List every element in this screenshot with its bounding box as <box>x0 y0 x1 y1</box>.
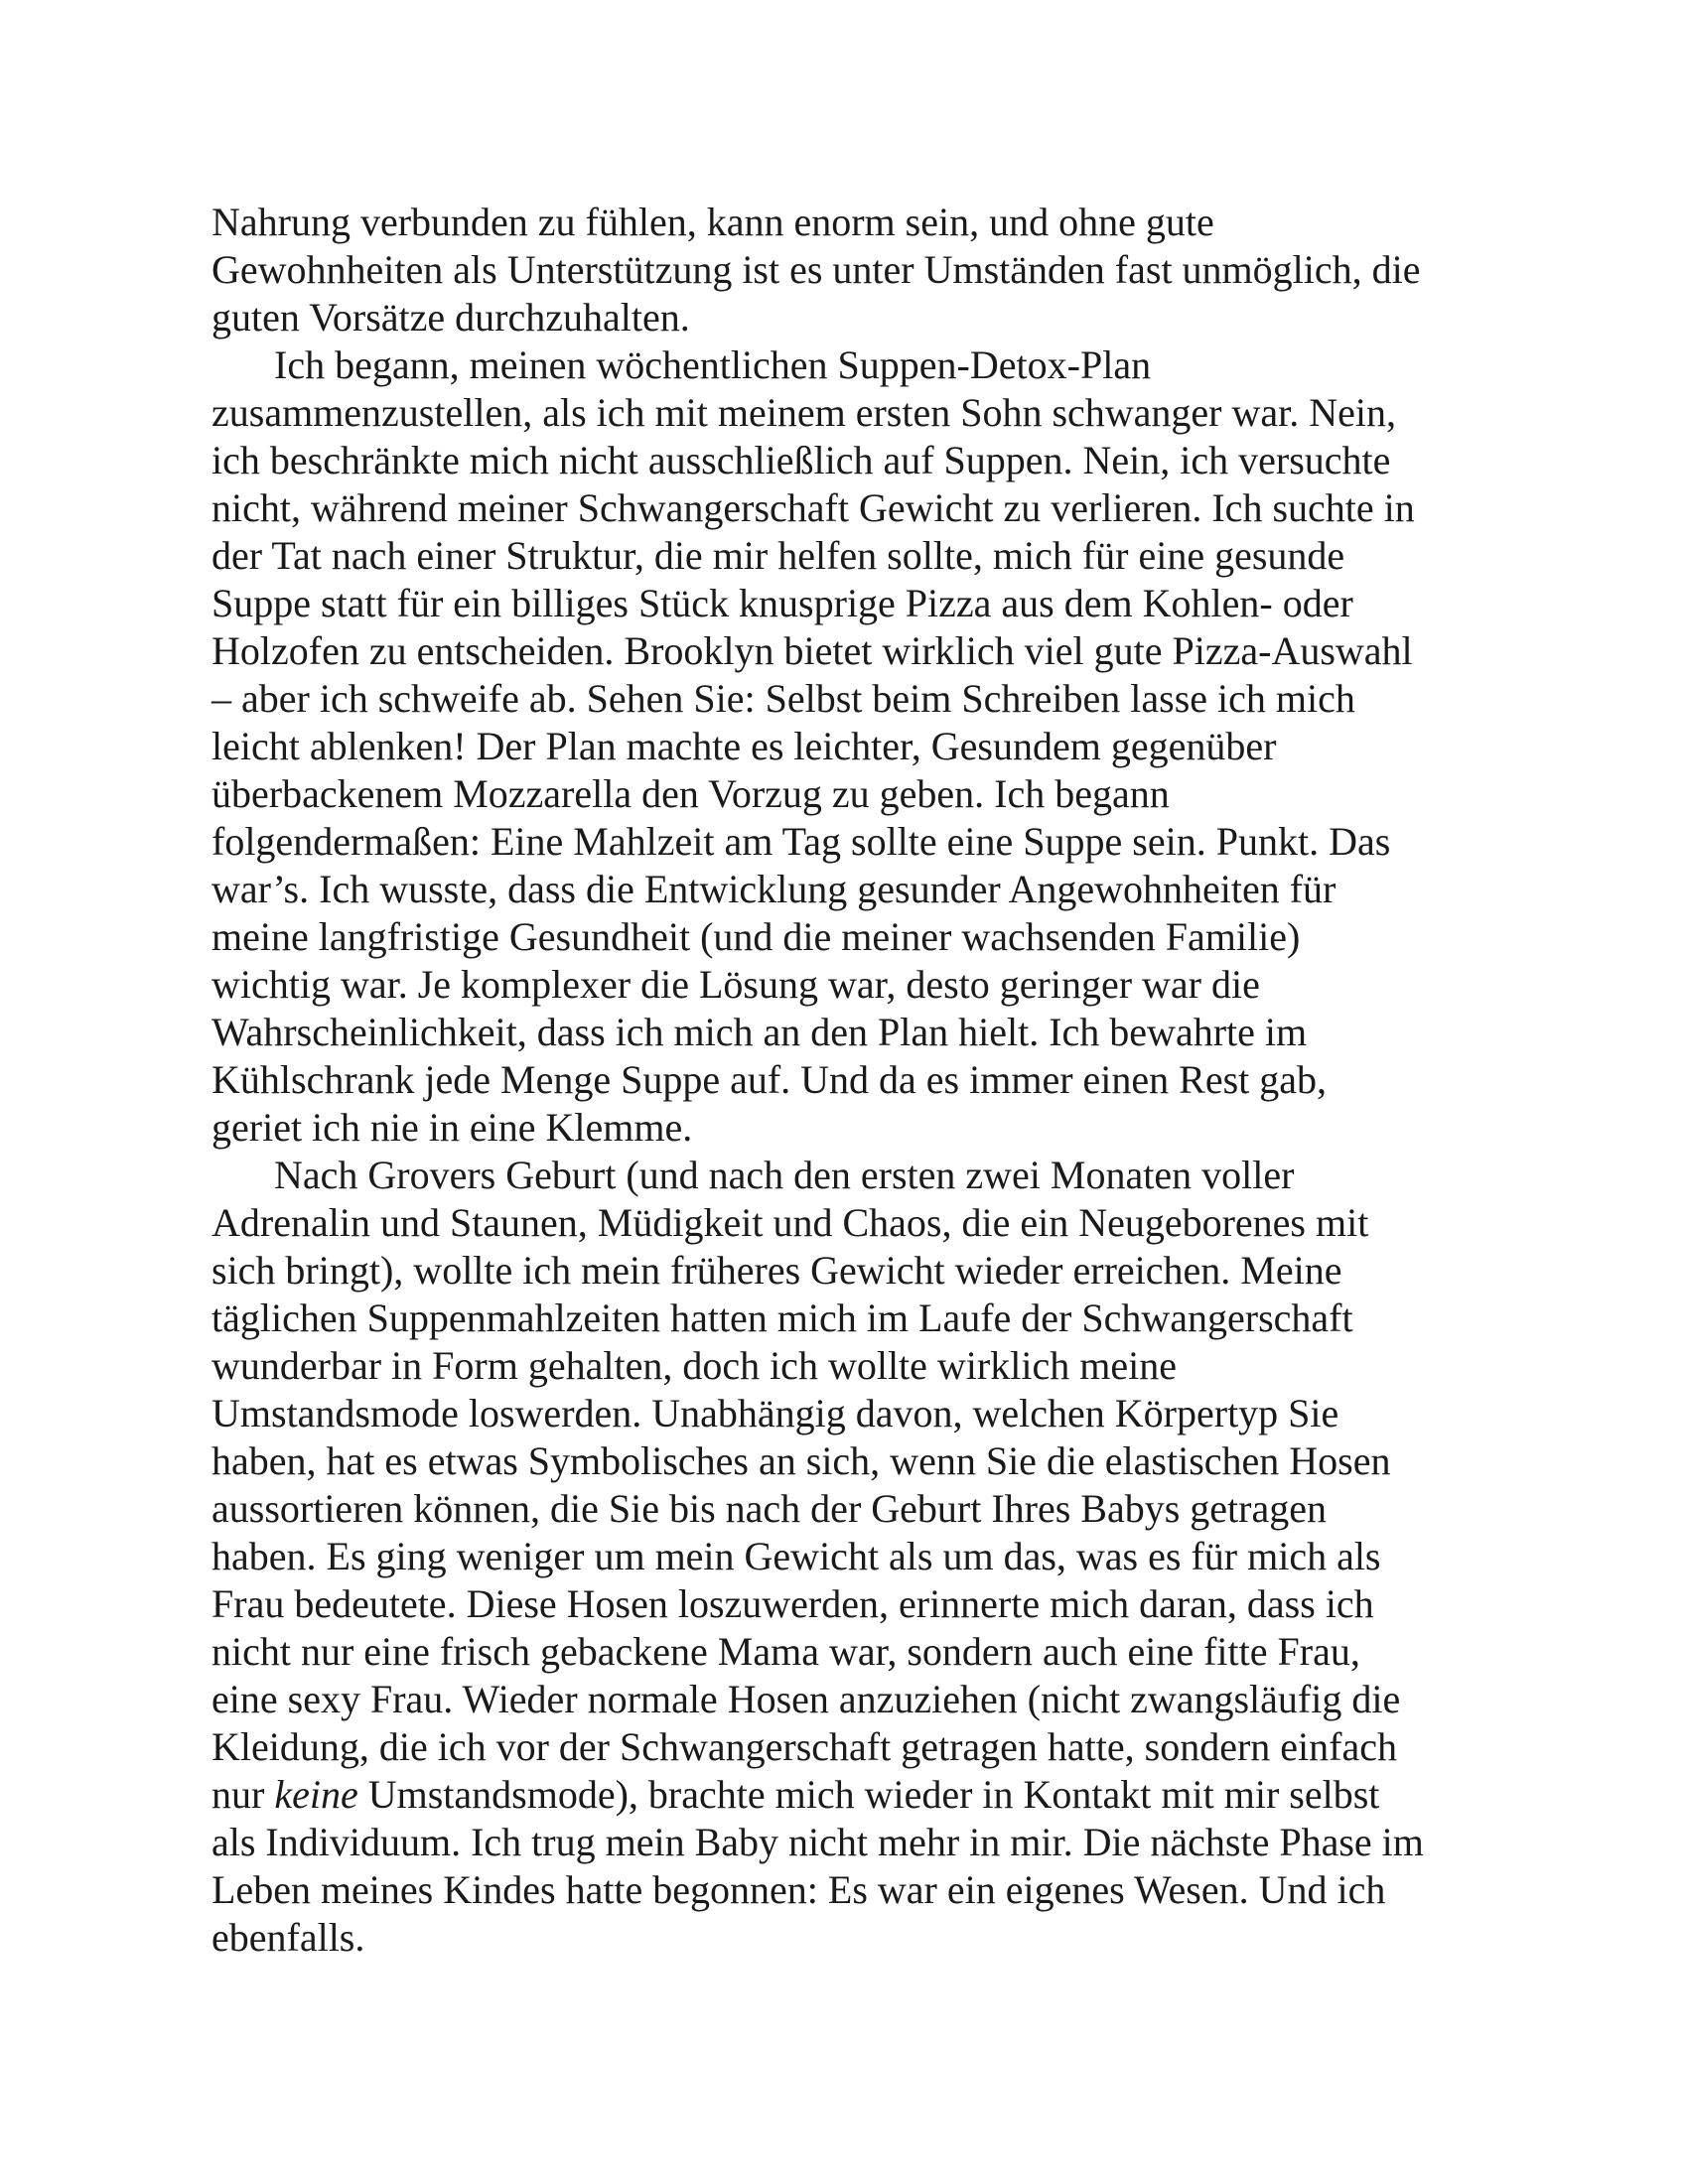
text-line: guten Vorsätze durchzuhalten. <box>211 295 690 340</box>
text-line: leicht ablenken! Der Plan machte es leichter, Gesundem gegenüber <box>211 724 1277 768</box>
text-line: Holzofen zu entscheiden. Brooklyn bietet wirklich viel gute Pizza-Auswahl <box>211 628 1413 673</box>
text-line: wunderbar in Form gehalten, doch ich wollte wirklich meine <box>211 1343 1177 1388</box>
text-segment: Umstandsmode), brachte mich wieder in Kontakt mit mir selbst <box>357 1772 1380 1817</box>
text-line: geriet ich nie in eine Klemme. <box>211 1105 693 1150</box>
text-line: aussortieren können, die Sie bis nach der Geburt Ihres Babys getragen <box>211 1486 1327 1531</box>
text-line: Suppe statt für ein billiges Stück knusprige Pizza aus dem Kohlen- oder <box>211 581 1353 625</box>
text-line: haben. Es ging weniger um mein Gewicht als um das, was es für mich als <box>211 1534 1381 1578</box>
text-line <box>211 1771 1492 1819</box>
text-line: – aber ich schweife ab. Sehen Sie: Selbst beim Schreiben lasse ich mich <box>211 676 1355 721</box>
text-line: überbackenem Mozzarella den Vorzug zu geben. Ich begann <box>211 771 1170 816</box>
emphasized-text: keine <box>274 1772 358 1817</box>
text-line: folgendermaßen: Eine Mahlzeit am Tag sollte eine Suppe sein. Punkt. Das <box>211 819 1391 864</box>
text-line: war’s. Ich wusste, dass die Entwicklung gesunder Angewohnheiten für <box>211 867 1336 911</box>
text-line: Wahrscheinlichkeit, dass ich mich an den Plan hielt. Ich bewahrte im <box>211 1010 1308 1054</box>
text-line: nicht nur eine frisch gebackene Mama war, sondern auch eine fitte Frau, <box>211 1629 1360 1674</box>
text-line: als Individuum. Ich trug mein Baby nicht mehr in mir. Die nächste Phase im <box>211 1820 1424 1864</box>
text-line: Umstandsmode loswerden. Unabhängig davon, welchen Körpertyp Sie <box>211 1391 1339 1435</box>
text-line: täglichen Suppenmahlzeiten hatten mich im Laufe der Schwangerschaft <box>211 1296 1353 1340</box>
body-text <box>211 199 1492 1962</box>
text-line: Kleidung, die ich vor der Schwangerschaft getragen hatte, sondern einfach <box>211 1724 1397 1769</box>
text-line: Nahrung verbunden zu fühlen, kann enorm sein, und ohne gute <box>211 200 1214 244</box>
text-line: sich bringt), wollte ich mein früheres Gewicht wieder erreichen. Meine <box>211 1248 1342 1293</box>
text-line: zusammenzustellen, als ich mit meinem ersten Sohn schwanger war. Nein, <box>211 390 1397 435</box>
text-line: Leben meines Kindes hatte begonnen: Es war ein eigenes Wesen. Und ich <box>211 1867 1386 1912</box>
text-line: meine langfristige Gesundheit (und die meiner wachsenden Familie) <box>211 914 1301 959</box>
text-line: Kühlschrank jede Menge Suppe auf. Und da es immer einen Rest gab, <box>211 1057 1328 1102</box>
text-line: ich beschränkte mich nicht ausschließlich auf Suppen. Nein, ich versuchte <box>211 438 1391 482</box>
text-line: Nach Grovers Geburt (und nach den ersten zwei Monaten voller <box>274 1153 1295 1197</box>
text-line: ebenfalls. <box>211 1915 365 1960</box>
text-line: Gewohnheiten als Unterstützung ist es unter Umständen fast unmöglich, die <box>211 247 1421 292</box>
text-line: Frau bedeutete. Diese Hosen loszuwerden, erinnerte mich daran, dass ich <box>211 1581 1374 1626</box>
text-line: Ich begann, meinen wöchentlichen Suppen-Detox-Plan <box>274 342 1152 387</box>
text-line: haben, hat es etwas Symbolisches an sich, wenn Sie die elastischen Hosen <box>211 1438 1391 1483</box>
text-line: der Tat nach einer Struktur, die mir helfen sollte, mich für eine gesunde <box>211 533 1345 578</box>
text-line: nicht, während meiner Schwangerschaft Gewicht zu verlieren. Ich suchte in <box>211 485 1415 530</box>
text-segment: nur <box>211 1772 275 1817</box>
text-line: eine sexy Frau. Wieder normale Hosen anzuziehen (nicht zwangsläufig die <box>211 1677 1401 1721</box>
text-line: wichtig war. Je komplexer die Lösung war, desto geringer war die <box>211 962 1260 1007</box>
text-line: Adrenalin und Staunen, Müdigkeit und Chaos, die ein Neugeborenes mit <box>211 1200 1369 1245</box>
